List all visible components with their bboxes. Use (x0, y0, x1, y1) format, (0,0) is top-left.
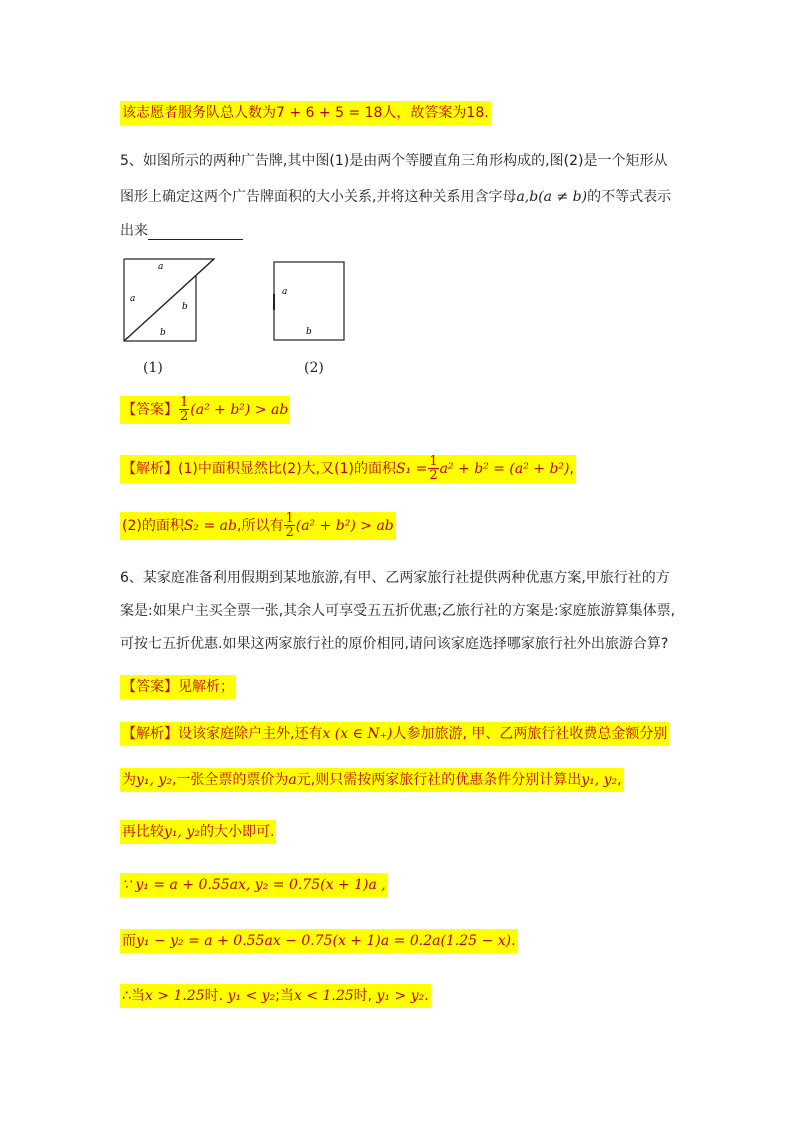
q6-a1-math: x (x ∈ N₊) (322, 726, 393, 742)
q6-a6-end: . (424, 988, 429, 1004)
analysis2-mid: ,所以有 (237, 517, 284, 534)
q6-analysis-5-box (120, 929, 518, 953)
q6-a2-a: a (288, 772, 297, 788)
fig1-label-a-top: a (158, 262, 164, 272)
q6-a6-pre: ∴当 (122, 988, 145, 1004)
q6-analysis-tag: 【解析】 (122, 726, 178, 742)
q5-line3-text: 出来 (120, 223, 148, 239)
q6-a3-post: 的大小即可. (199, 824, 275, 840)
q6-answer (120, 676, 236, 696)
q5-line3 (120, 220, 243, 240)
analysis-tag: 【解析】 (122, 460, 178, 477)
q5-analysis-1-box (120, 455, 576, 483)
q5-line2-pre: 图形上确定这两个广告牌面积的大小关系,并将这种关系用含字母 (120, 189, 517, 205)
q6-a2-math: y₁, y₂ (136, 772, 172, 788)
prev-answer-text: 该志愿者服务队总人数为7 + 6 + 5 = 18人，故答案为18. (120, 101, 491, 125)
q5-line2-vars: a,b (516, 189, 539, 205)
q5-answer-box (120, 396, 290, 424)
q5-analysis-1 (120, 455, 576, 482)
q6-a2-pre: 为 (122, 772, 136, 788)
q6-a6-t1: 时. (204, 988, 224, 1004)
analysis1-fraction: $\frac{1}{2}$ (429, 454, 438, 483)
figure-2-caption: (2) (304, 360, 324, 376)
figure-1-caption: (1) (143, 360, 163, 376)
fig1-label-b-right: b (182, 302, 188, 312)
fig2-label-b: b (306, 327, 312, 337)
q6-analysis-2 (120, 769, 624, 789)
q6-a6-m2: y₁ < y₂ (227, 988, 276, 1004)
q6-answer-text: 见解析； (178, 679, 234, 695)
q6-a3-pre: 再比较 (122, 824, 164, 840)
q6-analysis-4 (120, 877, 388, 893)
q6-line2: 案是:如果户主买全票一张,其余人可享受五五折优惠;乙旅行社的方案是:家庭旅游算集体票, (120, 603, 676, 619)
prev-answer-line (120, 102, 491, 122)
analysis1-end: , (569, 460, 574, 477)
q6-a6-m4: y₁ > y₂ (376, 988, 425, 1004)
q6-analysis-5 (120, 930, 518, 950)
q6-a5-end: . (511, 933, 516, 949)
answer-tag: 【答案】 (122, 401, 178, 418)
q6-analysis-3-box (120, 820, 276, 844)
fig2-label-a: a (282, 287, 288, 297)
q6-a2-math2: y₁, y₂ (581, 772, 618, 788)
analysis2-s: S₂ = ab (183, 517, 237, 534)
answer-fraction: $\frac{1}{2}$ (180, 395, 189, 424)
q5-line2 (120, 186, 671, 206)
q6-analysis-2-box (120, 768, 624, 792)
q6-analysis-6 (120, 985, 431, 1005)
q6-analysis-6-box (120, 984, 431, 1008)
analysis1-s: S₁ = (395, 460, 428, 477)
q5-analysis-2 (120, 512, 396, 539)
analysis2-fraction: $\frac{1}{2}$ (285, 511, 294, 540)
q6-a6-m3: x < 1.25 (293, 988, 354, 1004)
answer-expr: (a² + b²) > ab (190, 401, 289, 418)
figure-2 (270, 258, 350, 344)
analysis1-pre: (1)中面积显然比(2)大,又(1)的面积 (178, 460, 396, 477)
q5-line2-cond: (a ≠ b) (538, 189, 588, 205)
q6-analysis-3 (120, 821, 276, 841)
analysis1-expr: a² + b² = (a² + b²) (439, 460, 570, 477)
q6-a1-post: 人参加旅游, 甲、乙两旅行社收费总金额分别 (392, 726, 668, 742)
q6-a1-pre: 设该家庭除户主外,还有 (178, 726, 323, 742)
q6-a2-post: 元,则只需按两家旅行社的优惠条件分别计算出 (296, 772, 582, 788)
q6-answer-tag: 【答案】 (122, 679, 178, 695)
figure-1 (120, 255, 220, 345)
q6-a6-m1: x > 1.25 (144, 988, 205, 1004)
q6-answer-box (120, 675, 236, 699)
q6-line3: 可按七五折优惠.如果这两家旅行社的原价相同,请问该家庭选择哪家旅行社外出旅游合算? (120, 636, 669, 652)
figure-1-diagonal (124, 259, 214, 341)
q6-a5-pre: 而 (122, 933, 136, 949)
q5-line1: 5、如图所示的两种广告牌,其中图(1)是由两个等腰直角三角形构成的,图(2)是一个矩形从 (120, 153, 668, 169)
analysis2-pre: (2)的面积 (122, 517, 184, 534)
q5-analysis-2-box (120, 512, 396, 540)
q6-a2-mid: ,一张全票的票价为 (171, 772, 289, 788)
q5-line2-post: 的不等式表示 (587, 189, 672, 205)
q6-analysis-1-box (120, 722, 669, 746)
q6-a6-t2: ;当 (275, 988, 294, 1004)
fig1-label-b-bottom: b (160, 328, 166, 338)
analysis2-expr: (a² + b²) > ab (295, 517, 394, 534)
q6-a3-math: y₁, y₂ (164, 824, 200, 840)
q6-analysis-1 (120, 723, 669, 743)
q6-a5-math: y₁ − y₂ = a + 0.55ax − 0.75(x + 1)a = 0.2a(1.25 − x) (136, 933, 512, 949)
answer-blank (148, 225, 243, 240)
q6-a4: ∵ y₁ = a + 0.55ax, y₂ = 0.75(x + 1)a , (120, 873, 388, 897)
fig1-label-a-left: a (130, 294, 136, 304)
q5-answer (120, 396, 290, 423)
q6-line1: 6、某家庭准备利用假期到某地旅游,有甲、乙两家旅行社提供两种优惠方案,甲旅行社的方 (120, 570, 670, 586)
q6-a6-t3: 时, (353, 988, 373, 1004)
q6-a2-end: , (617, 772, 622, 788)
